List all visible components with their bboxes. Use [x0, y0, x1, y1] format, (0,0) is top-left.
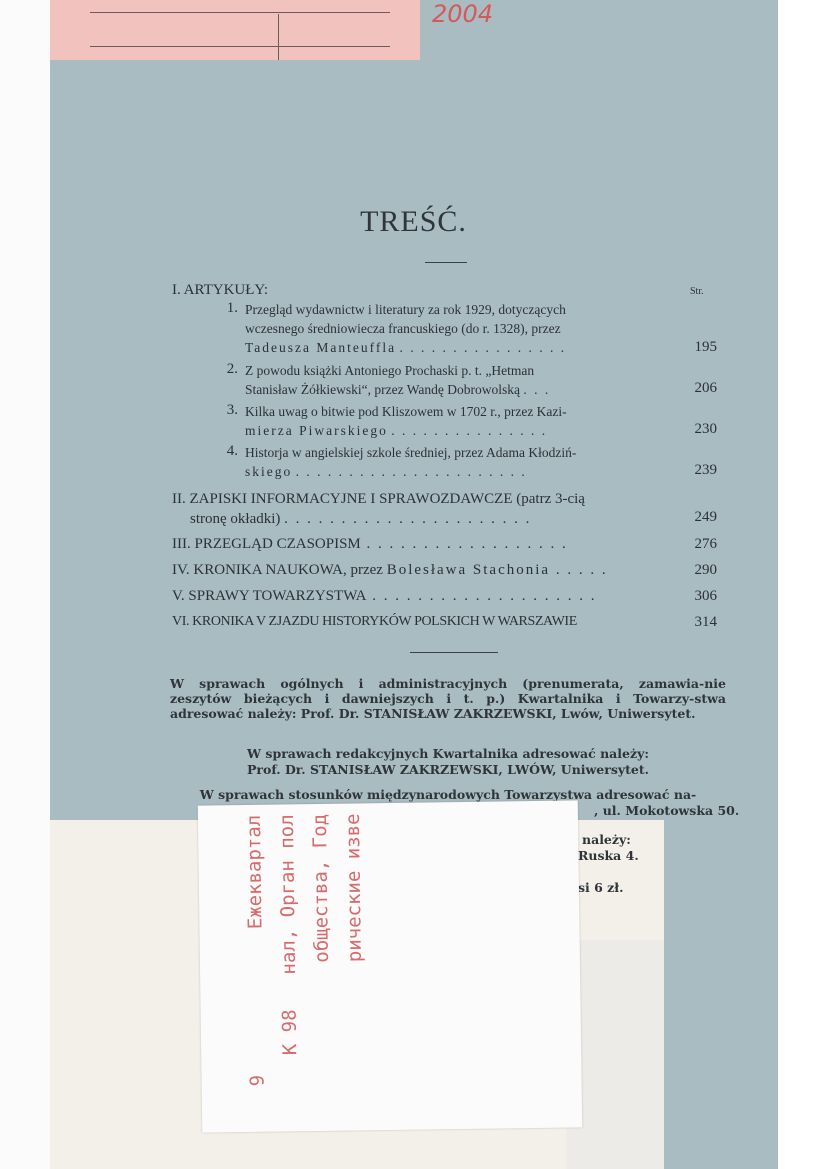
- address-fragment: , ul. Mokotowska 50.: [594, 803, 740, 818]
- slip-line: нал, Орган пол: [275, 814, 301, 975]
- page-number: 230: [694, 421, 717, 437]
- section-heading: V. SPRAWY TOWARZYSTWA . . . . . . . . . . . . . . . . . . . .: [172, 588, 597, 604]
- page-number: 314: [694, 614, 717, 630]
- slip-line: рические изве: [341, 813, 366, 963]
- editorial-info-2: Prof. Dr. STANISŁAW ZAKRZEWSKI, LWÓW, Uniwersytet.: [247, 762, 649, 777]
- section-heading: II. ZAPISKI INFORMACYJNE I SPRAWOZDAWCZE (patrz 3-cią stronę okładki) . . . . . . . . . . . . . . . . . . . . . .: [172, 491, 585, 527]
- page-title: TREŚĆ.: [360, 205, 467, 238]
- page-number: 249: [694, 509, 717, 525]
- page-number: 276: [694, 536, 717, 552]
- section-divider: [410, 652, 498, 653]
- toc-entry: Przegląd wydawnictw i literatury za rok 1929, dotyczących wczesnego średniowiecza francuskiego (do r. 1328), przez Tadeusza Manteuffla . . . . . . . . . . . . . . . .: [245, 302, 567, 355]
- page-number: 306: [694, 588, 717, 604]
- section-heading: I. ARTYKUŁY:: [172, 282, 269, 298]
- slip-line: общества, Год: [308, 813, 333, 963]
- article-number: 4.: [226, 443, 238, 459]
- article-number: 2.: [226, 361, 238, 377]
- page-number: 195: [694, 339, 717, 355]
- section-heading: VI. KRONIKA V ZJAZDU HISTORYKÓW POLSKICH W WARSZAWIE: [172, 614, 577, 629]
- catalog-slip: [198, 800, 583, 1132]
- page-number: 239: [694, 462, 717, 478]
- slip-line: Ежеквартал: [242, 814, 267, 930]
- admin-info: W sprawach ogólnych i administracyjnych (prenumerata, zamawia-nie zeszytów bieżących i dawniejszych i t. p.) Kwartalnika i Towarzy-stwa adresować należy: Prof. Dr. STANISŁAW ZAKRZEWSKI, Lwów, Uniwersytet.: [170, 676, 726, 721]
- international-info: W sprawach stosunków międzynarodowych Towarzystwa adresować na-: [199, 787, 697, 802]
- toc-entry: Historja w angielskiej szkole średniej, przez Adama Kłodziń- skiego . . . . . . . . . . . . . . . . . . . . . .: [245, 445, 577, 479]
- library-label: [50, 0, 420, 60]
- page-number: 206: [694, 380, 717, 396]
- article-number: 3.: [226, 402, 238, 418]
- section-heading: IV. KRONIKA NAUKOWA, przez Bolesława Stachonia . . . . .: [172, 562, 608, 578]
- slip-number: 9: [246, 1074, 269, 1087]
- slip-code: К 98: [278, 1009, 302, 1056]
- page-column-label: Str.: [690, 286, 704, 297]
- section-heading: III. PRZEGLĄD CZASOPISM . . . . . . . . . . . . . . . . . .: [172, 536, 568, 552]
- text-fragment: Ruska 4.: [578, 848, 639, 863]
- handwritten-shelf-note: 2004: [432, 0, 494, 28]
- title-divider: [425, 262, 467, 263]
- toc-entry: Kilka uwag o bitwie pod Kliszowem w 1702 r., przez Kazi- mierza Piwarskiego . . . . . . . . . . . . . . .: [245, 404, 567, 438]
- price-fragment: si 6 zł.: [578, 880, 624, 895]
- editorial-info-1: W sprawach redakcyjnych Kwartalnika adresować należy:: [247, 746, 649, 761]
- page-number: 290: [694, 562, 717, 578]
- article-number: 1.: [226, 300, 238, 316]
- text-fragment: należy:: [582, 832, 631, 847]
- page-margin: [0, 0, 50, 1169]
- toc-entry: Z powodu książki Antoniego Prochaski p. t. „Hetman Stanisław Żółkiewski“, przez Wandę Dobrowolską . . .: [245, 363, 551, 397]
